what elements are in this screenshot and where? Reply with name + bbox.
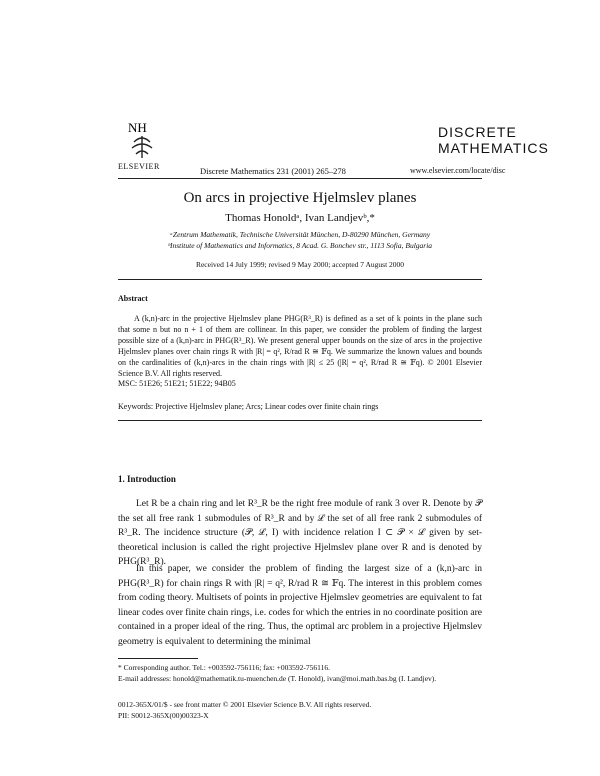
journal-url[interactable]: www.elsevier.com/locate/disc xyxy=(410,166,506,175)
msc-codes: MSC: 51E26; 51E21; 51E22; 94B05 xyxy=(118,379,236,388)
intro-paragraph-2: In this paper, we consider the problem of finding the largest size of a (k,n)-arc in PHG(R³_R) for chain rings R with |R| = q², R/rad R ≅ 𝔽q. The interest in this problem comes from coding theory. Multisets of points in projective Hjelmslev geometries are equivalent to fat linear codes over finite chain rings, i.e. codes for which the entries in no coordinate position are contained in a proper ideal of the ring. Thus, the optimal arc problem in a projective Hjelmslev geometry is equivalent to determining the minimal xyxy=(118,564,482,647)
footnote-rule xyxy=(118,658,198,659)
journal-name-line2: MATHEMATICS xyxy=(438,140,549,156)
footer-copyright: 0012-365X/01/$ - see front matter © 2001 Elsevier Science B.V. All rights reserved. xyxy=(118,700,372,709)
elsevier-tree-icon xyxy=(122,118,162,160)
abstract-heading: Abstract xyxy=(118,294,148,303)
paper-title: On arcs in projective Hjelmslev planes xyxy=(183,190,417,206)
logo-letters: NH xyxy=(128,120,147,135)
abstract-rule xyxy=(118,420,482,421)
publisher-name: ELSEVIER xyxy=(118,162,160,171)
footnote-corresponding: * Corresponding author. Tel.: +003592-756116; fax: +003592-756116. xyxy=(118,663,331,672)
journal-name-line1: DISCRETE xyxy=(438,124,517,140)
journal-citation: Discrete Mathematics 231 (2001) 265–278 xyxy=(200,166,346,176)
header-rule xyxy=(118,178,482,179)
abstract-body: A (k,n)-arc in the projective Hjelmslev plane PHG(R³_R) is defined as a set of k points in the plane such that some n but no n + 1 of them are collinear. In this paper, we consider the problem of finding the largest possible size of a (k,n)-arc in PHG(R³_R). We present general upper bounds on the size of arcs in the projective Hjelmslev planes over chain rings R with |R| = q², R/rad R ≅ 𝔽q. We summarize the known values and bounds on the cardinalities of (k,n)-arcs in the chain rings with |R| ≤ 25 (|R| = q², R/rad R ≅ 𝔽q). © 2001 Elsevier Science B.V. All rights reserved. xyxy=(118,314,482,378)
affiliation-b: ᵇInstitute of Mathematics and Informatics, 8 Acad. G. Bonchev str., 1113 Sofia, Bulgaria xyxy=(167,241,433,250)
elsevier-logo xyxy=(122,118,162,160)
footer-pii: PII: S0012-365X(00)00323-X xyxy=(118,711,209,720)
footnote-emails: E-mail addresses: honold@mathematik.tu-muenchen.de (T. Honold), ivan@moi.math.bas.bg (I. Landjev). xyxy=(118,674,437,683)
intro-paragraph-1: Let R be a chain ring and let R³_R be the right free module of rank 3 over R. Denote by 𝒫 the set all free rank 1 submodules of R³_R and by ℒ the set of all free rank 2 submodules of R³_R. The incidence structure (𝒫, ℒ, I) with incidence relation I ⊂ 𝒫 × ℒ given by set-theoretical inclusion is called the right projective Hjelmslev plane over R and is denoted by PHG(R³_R). xyxy=(118,499,482,567)
affiliation-a: ᵃZentrum Mathematik, Technische Universität München, D-80290 München, Germany xyxy=(169,230,431,239)
title-rule xyxy=(118,279,482,280)
section-heading: 1. Introduction xyxy=(118,474,176,484)
keywords: Keywords: Projective Hjelmslev plane; Arcs; Linear codes over finite chain rings xyxy=(118,402,379,411)
received-dates: Received 14 July 1999; revised 9 May 2000; accepted 7 August 2000 xyxy=(195,260,405,269)
paper-authors: Thomas Honoldᵃ, Ivan Landjevᵇ,* xyxy=(225,212,375,224)
